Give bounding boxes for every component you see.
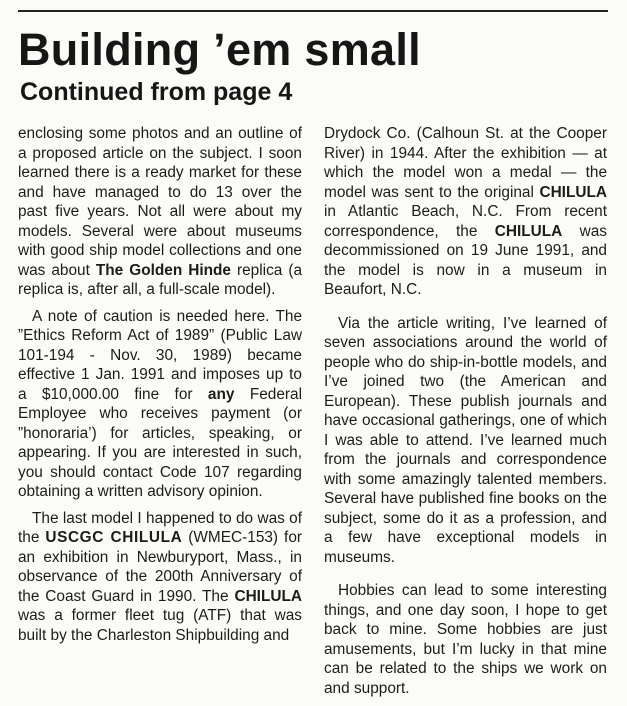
ship-name-chilula: CHILULA <box>539 183 607 201</box>
emphasis-any: any <box>207 385 235 403</box>
text-run: was decommissioned on 19 June 1991, and the model is now in a museum in Beaufort, N.C. <box>324 222 607 298</box>
article-title: Building ’em small <box>18 24 421 75</box>
top-rule <box>18 10 608 12</box>
paragraph-left-2 <box>18 307 302 502</box>
left-column <box>18 124 302 645</box>
text-run: (WMEC-153) for an exhibition in Newburyport, Mass., in observance of the 200th Anniversary of the Coast Guard in 1990. The <box>18 529 303 605</box>
text-run: in Atlantic Beach, N.C. From recent correspondence, the <box>324 203 607 240</box>
text-run: Drydock Co. (Calhoun St. at the Cooper River) in 1944. After the exhibition — at which the model won a medal — the model was sent to the original <box>324 125 607 201</box>
ship-name-chilula: CHILULA <box>494 222 563 240</box>
paragraph-right-1 <box>324 124 607 300</box>
paragraph-left-3 <box>18 509 302 646</box>
paragraph-left-1 <box>18 124 302 300</box>
text-run: A note of caution is needed here. The ”Ethics Reform Act of 1989” (Public Law 101-194 - Nov. 30, 1989) became effective 1 Jan. 1991 and imposes up to a $10,000.00 fine for <box>18 307 302 403</box>
paragraph-right-2: Via the article writing, I’ve learned of seven associations around the world of people who do ship-in-bottle models, and I’ve joined two (the American and European). These publish journals and have occasional gatherings, one of which I was able to attend. I’ve learned much from the journals and correspondence with some amazingly talented members. Several have published fine books on the subject, some do it as a profession, and a few have exceptional models in museums. <box>324 314 607 566</box>
paragraph-right-3: Hobbies can lead to some interesting things, and one day soon, I hope to get back to mine. Some hobbies are just amusements, but I’m lucky in that mine can be related to the ships we work on and support. <box>324 582 607 697</box>
ship-name-golden-hinde: The Golden Hinde <box>95 261 231 279</box>
text-run: Federal Employee who receives payment (or ”honoraria’) for articles, speaking, or appearing. If you are interested in such, you should contact Code 107 regarding obtaining a written advisory opinion. <box>18 385 303 500</box>
article-subtitle: Continued from page 4 <box>20 78 293 106</box>
text-run: replica (a replica is, after all, a full-scale model). <box>18 261 303 298</box>
text-run: enclosing some photos and an outline of a proposed article on the subject. I soon learned there is a ready market for these and have managed to do 13 over the past five years. Not all were about my models. Several were about museums with good ship model collections and one was about <box>18 125 302 279</box>
text-run: The last model I happened to do was of the <box>18 509 302 546</box>
ship-name-chilula: CHILULA <box>234 587 302 605</box>
right-column <box>324 124 607 698</box>
ship-name-uscgc-chilula: USCGC CHILULA <box>45 529 183 546</box>
text-run: was a former fleet tug (ATF) that was built by the Charleston Shipbuilding and <box>18 607 302 644</box>
